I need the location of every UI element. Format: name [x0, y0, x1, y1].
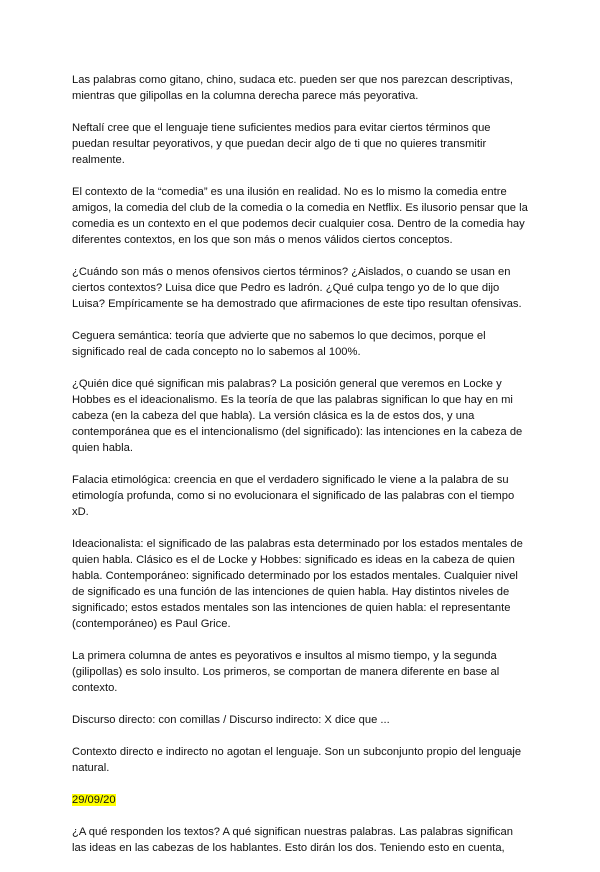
paragraph-discurso: Discurso directo: con comillas / Discurso indirecto: X dice que ... — [72, 714, 390, 726]
paragraph-comedia: El contexto de la “comedia” es una ilusión en realidad. No es lo mismo la comedia entre amigos, la comedia del club de la comedia o la comedia en Netflix. Es ilusorio pensar que la comedia es un contexto en el que podemos decir cualquier cosa. Dentro de la comedia hay diferentes contextos, en los que son más o menos válidos ciertos conceptos. — [72, 186, 528, 246]
paragraph-peyorativos: Las palabras como gitano, chino, sudaca etc. pueden ser que nos parezcan descriptivas, mientras que gilipollas en la columna derecha parece más peyorativa. — [72, 74, 513, 102]
paragraph-ceguera-semantica: Ceguera semántica: teoría que advierte que no sabemos lo que decimos, porque el significado real de cada concepto no lo sabemos al 100%. — [72, 330, 486, 358]
paragraph-contexto: Contexto directo e indirecto no agotan el lenguaje. Son un subconjunto propio del lenguaje natural. — [72, 746, 522, 774]
paragraph-ideacionalismo: ¿Quién dice qué significan mis palabras? La posición general que veremos en Locke y Hobbes es el ideacionalismo. Es la teoría de que las palabras significan lo que hay en mi cabeza (en la cabeza del que habla). La versión clásica es la de estos dos, y una contemporánea que es el intencionalismo (del significado): las intenciones en la cabeza de quien habla. — [72, 378, 523, 454]
paragraph-ideacionalista: Ideacionalista: el significado de las palabras esta determinado por los estados mentales de quien habla. Clásico es el de Locke y Hobbes: significado es ideas en la cabeza de quien habla. Contemporáneo: significado determinado por los estados mentales. Cualquier nivel de significado es una función de las intenciones de quien habla. Hay distintos niveles de significado; estos estados mentales son las intenciones de quien habla: el representante (contemporáneo) es Paul Grice. — [72, 538, 523, 630]
paragraph-textos: ¿A qué responden los textos? A qué significan nuestras palabras. Las palabras significan las ideas en las cabezas de los hablantes. Esto dirán los dos. Teniendo esto en cuenta, — [72, 826, 513, 854]
document-page — [72, 72, 530, 872]
paragraph-neftali: Neftalí cree que el lenguaje tiene suficientes medios para evitar ciertos términos que puedan resultar peyorativos, y que puedan decir algo de ti que no quieres transmitir realmente. — [72, 122, 491, 166]
date-line — [72, 792, 530, 808]
paragraph-ofensivos: ¿Cuándo son más o menos ofensivos ciertos términos? ¿Aislados, o cuando se usan en ciertos contextos? Luisa dice que Pedro es ladrón. ¿Qué culpa tengo yo de lo que dijo Luisa? Empíricamente se ha demostrado que afirmaciones de este tipo resultan ofensivas. — [72, 266, 522, 310]
date-highlight: 29/09/20 — [72, 794, 116, 806]
paragraph-primera-columna: La primera columna de antes es peyorativos e insultos al mismo tiempo, y la segunda (gilipollas) es solo insulto. Los primeros, se comportan de manera diferente en base al contexto. — [72, 650, 500, 694]
paragraph-falacia-etimologica: Falacia etimológica: creencia en que el verdadero significado le viene a la palabra de su etimología profunda, como si no evolucionara el significado de las palabras con el tiempo xD. — [72, 474, 515, 518]
